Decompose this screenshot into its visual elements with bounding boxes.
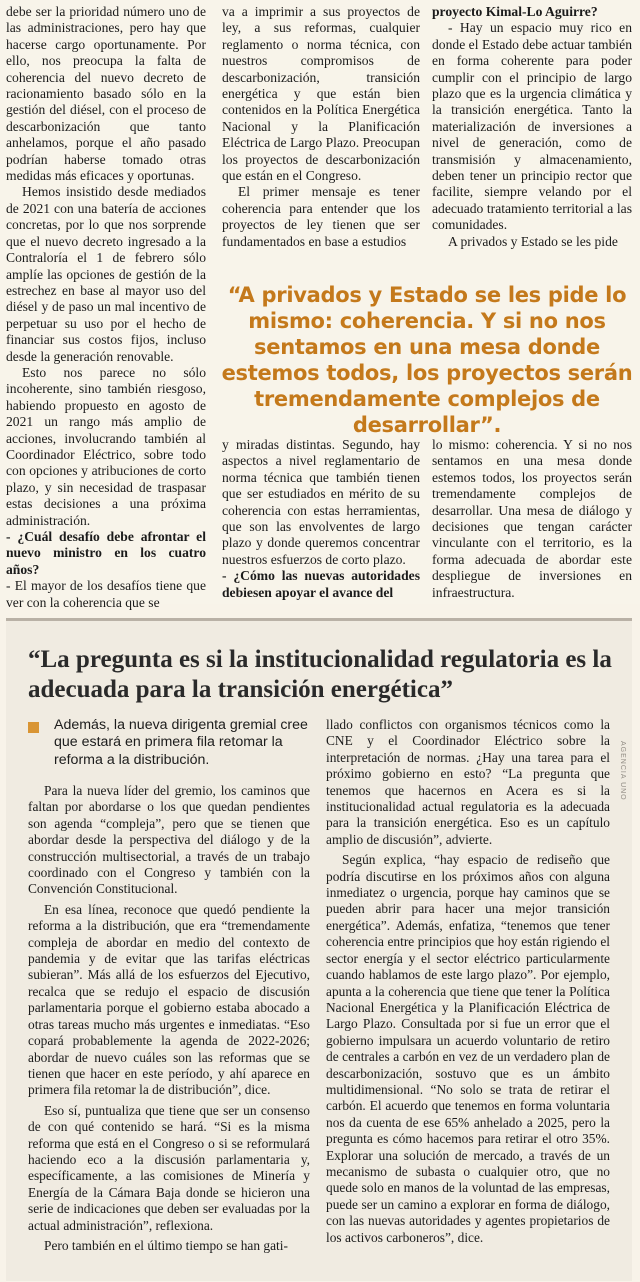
article-column-2 — [222, 4, 420, 252]
sidebar-article-box — [6, 618, 632, 1281]
paragraph: Hemos insistido desde mediados de 2021 con una batería de acciones concretas, por lo que nos sorprende que el nuevo decreto ingresado a la Contraloría el 1 de febrero sólo amplíe las opciones de gestión de la estrechez en base al mayor uso del diésel y de paso un mal incentivo de perpetuar su uso por el hecho de financiar sus costos fijos, incluso desde la generación renovable. — [6, 184, 206, 364]
paragraph: va a imprimir a sus proyectos de ley, a sus reformas, cualquier reglamento o norma técnica, con nuestros compromisos de descarbonización, transición energética y que están bien contenidos en la Política Energética Nacional y la Planificación Eléctrica de Largo Plazo. Preocupan los proyectos de descarbonización que están en el Congreso. — [222, 4, 420, 184]
interview-article — [0, 0, 640, 610]
article-column-1 — [6, 4, 206, 610]
paragraph: El primer mensaje es tener coherencia para entender que los proyectos de ley tienen que ser fundamentados en base a estudios — [222, 184, 420, 249]
paragraph: A privados y Estado se les pide — [448, 233, 618, 249]
paragraph: y miradas distintas. Segundo, hay aspectos a nivel reglamentario de norma técnica que también tienen que ser estudiados en mérito de su coherencia con estas herramientas, que son las envolventes de largo plazo y donde queremos concentrar nuestros esfuerzos de corto plazo. — [222, 437, 420, 567]
interview-answer: - Hay un espacio muy rico en donde el Estado debe actuar también en forma coherente para poder cumplir con el principio de largo plazo que es la urgencia climática y la transición energética. Tanto la materialización de inversiones a nivel de generación, como de transmisión y almacenamiento, deben tener un principio rector que facilite, siempre velando por el adecuado tratamiento territorial a las comunidades. — [432, 20, 632, 233]
paragraph: Esto nos parece no sólo incoherente, sino también riesgoso, habiendo propuesto en agosto de 2021 un rango más amplio de acciones, involucrando también al Coordinador Eléctrico, sobre todo con opciones y atribuciones de corto plazo, y sin necesidad de traspasar estas decisiones a una próxima administración. — [6, 364, 206, 528]
lead-block — [28, 717, 318, 769]
paragraph: Según explica, “hay espacio de rediseño que podría discutirse en los próximos años con alguna inmediatez o urgencia, porque hay caminos que se pueden abrir para hacer una mejor transición energética”. Además, enfatiza, “tenemos que tener coherencia entre principios que hoy están rigiendo el sector energía y el sector eléctrico particularmente cuando hablamos de este largo plazo”. Por ejemplo, apunta a la coherencia que tiene que tener la Política Nacional Energética y la Planificación Eléctrica de Largo Plazo. Consultada por si fue un error que el gobierno impulsara un acuerdo voluntario de retiro de centrales a carbón en vez de un verdadero plan de descarbonización, sostuvo que es un ámbito multidimensional. “No solo se trata de retirar el carbón. El acuerdo que tenemos en forma voluntaria nos da cuenta de ese 65% anhelado a 2025, pero la pregunta es cómo hacemos para retirar el otro 35%. Explorar una solución de mercado, a través de un mecanismo de subasta o cualquier otro, que no quede solo en manos de la voluntad de las empresas, puede ser un camino a explorar en forma de diálogo, con las nuevas autoridades y agentes propietarios de los activos carboneros”, dice. — [326, 852, 610, 1245]
paragraph: Pero también en el último tiempo se han gati- — [44, 1237, 288, 1253]
lead-text: Además, la nueva dirigenta gremial cree que estará en primera fila retomar la reforma a la distribución. — [54, 717, 308, 768]
pull-quote: “A privados y Estado se les pide lo mismo: coherencia. Y si no nos sentamos en una mesa donde estemos todos, los proyectos serán tremendamente complejos de desarrollar”. — [221, 283, 633, 437]
paragraph: Para la nueva líder del gremio, los caminos que faltan por abordarse o los que quedan pendientes son agenda “compleja”, pero que se tienen que abordar desde la perspectiva del diálogo y de la construcción multisectorial, a través de un trabajo coordinado con el Congreso y también con la Convención Constitucional. — [28, 783, 310, 897]
article-column-2-continued — [222, 437, 420, 600]
article-column-3 — [432, 4, 632, 254]
article-column-3-continued — [432, 437, 632, 600]
interview-question: - ¿Cómo las nuevas autoridades debiesen apoyar el avance del — [222, 568, 420, 600]
paragraph: debe ser la prioridad número uno de las administraciones, pero hay que hacerse cargo oportunamente. Por ello, nos preocupa la falta de coherencia del nuevo decreto de racionamiento basado sólo en la gestión del diésel, con el proceso de descarbonización que tanto anhelamos, porque el año pasado podrían haberse tomado otras medidas más eficaces y oportunas. — [6, 4, 206, 184]
interview-question: proyecto Kimal-Lo Aguirre? — [432, 4, 598, 19]
sidebar-column-left — [28, 783, 310, 1273]
sidebar-column-right — [326, 717, 610, 1275]
paragraph: En esa línea, reconoce que quedó pendiente la reforma a la distribución, que era “tremendamente compleja de abordar en medio del contexto de pandemia y de evitar que las tarifas eléctricas subieran”. Más allá de los esfuerzos del Ejecutivo, recalca que se redujo el espacio de discusión parlamentaria porque el gobierno estaba abocado a otras tareas mucho más urgentes e inmediatas. “Eso copará probablemente la agenda de 2022-2026; abordar de nuevo cuáles son las reformas que se tienen que hacer en este período, y ahí aparece en primera fila retomar la de distribución”, dice. — [28, 901, 310, 1098]
interview-answer: - El mayor de los desafíos tiene que ver con la coherencia que se — [6, 578, 206, 610]
sidebar-headline: “La pregunta es si la institucionalidad regulatoria es la adecuada para la transición energética” — [28, 646, 612, 703]
square-bullet-icon — [28, 722, 39, 733]
paragraph: Eso sí, puntualiza que tiene que ser un consenso de con qué contenido se hará. “Si es la misma reforma que está en el Congreso o si se reformulará haciendo eco a la discusión parlamentaria y, específicamente, a las comisiones de Minería y Energía de la Cámara Baja donde se hicieron una serie de indicaciones que deben ser evaluadas por la actual administración”, reflexiona. — [28, 1102, 310, 1233]
interview-question: - ¿Cuál desafío debe afrontar el nuevo ministro en los cuatro años? — [6, 529, 206, 577]
photo-credit: AGENCIA UNO — [619, 741, 626, 801]
paragraph: llado conflictos con organismos técnicos como la CNE y el Coordinador Eléctrico sobre la interpretación de normas. ¿Hay una tarea para el próximo gobierno en esto? “La pregunta que tenemos que hacernos en Acera es si la institucionalidad actual regulatoria es la adecuada para la transición energética. Eso es un capítulo amplio de discusión”, advierte. — [326, 717, 610, 847]
paragraph: lo mismo: coherencia. Y si no nos sentamos en una mesa donde estemos todos, los proyectos serán tremendamente complejos de desarrollar. Una mesa de diálogo y decisiones que tengan carácter vinculante con el territorio, es la forma adecuada de abordar este despliegue de inversiones en infraestructura. — [432, 437, 632, 600]
